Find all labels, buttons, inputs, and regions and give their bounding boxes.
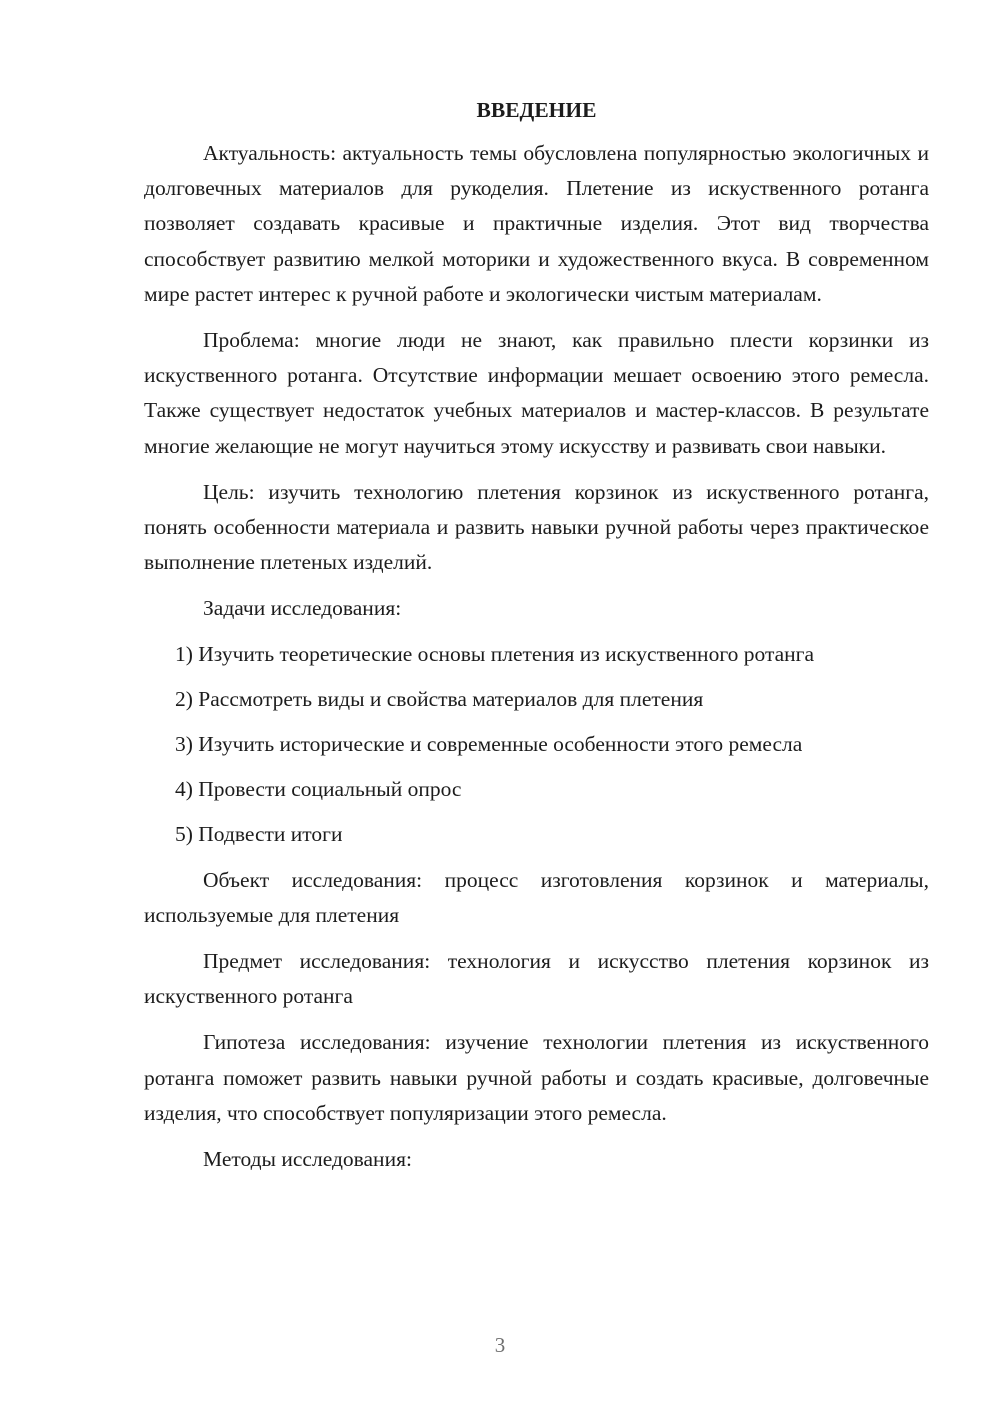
paragraph-problem: Проблема: многие люди не знают, как правильно плести корзинки из искуственного ротанга. Отсутствие информации мешает освоению этого ремесла. Также существует недостаток учебных материалов и мастер-классов. В результате многие желающие не могут научиться этому искусству и развивать свои навыки. (144, 328, 929, 458)
paragraph-subject: Предмет исследования: технология и искусство плетения корзинок из искуственного ротанга (144, 949, 929, 1009)
tasks-list (144, 637, 929, 853)
paragraph-goal: Цель: изучить технологию плетения корзинок из искуственного ротанга, понять особенности материала и развить навыки ручной работы через практическое выполнение плетеных изделий. (144, 479, 929, 575)
task-item: 3) Изучить исторические и современные особенности этого ремесла (175, 732, 803, 757)
paragraph-object: Объект исследования: процесс изготовления корзинок и материалы, используемые для плетения (144, 867, 929, 927)
tasks-heading: Задачи исследования: (203, 596, 402, 621)
task-item: 1) Изучить теоретические основы плетения из искуственного ротанга (175, 641, 815, 666)
page-title: ВВЕДЕНИЕ (476, 98, 597, 122)
paragraph-hypothesis: Гипотеза исследования: изучение технологии плетения из искуственного ротанга поможет развить навыки ручной работы и создать красивые, долговечные изделия, что способствует популяризации этого ремесла. (144, 1030, 929, 1125)
task-item: 4) Провести социальный опрос (175, 777, 462, 802)
task-item: 2) Рассмотреть виды и свойства материалов для плетения (175, 686, 704, 711)
methods-heading: Методы исследования: (203, 1147, 412, 1172)
task-item: 5) Подвести итоги (175, 822, 343, 847)
page-content (144, 94, 929, 1187)
page-number: 3 (494, 1333, 506, 1357)
paragraph-relevance: Актуальность: актуальность темы обусловлена популярностью экологичных и долговечных материалов для рукоделия. Плетение из искуственного ротанга позволяет создавать красивые и практичные изделия. Этот вид творчества способствует развитию мелкой моторики и художественного вкуса. В современном мире растет интерес к ручной работе и экологически чистым материалам. (144, 141, 929, 306)
